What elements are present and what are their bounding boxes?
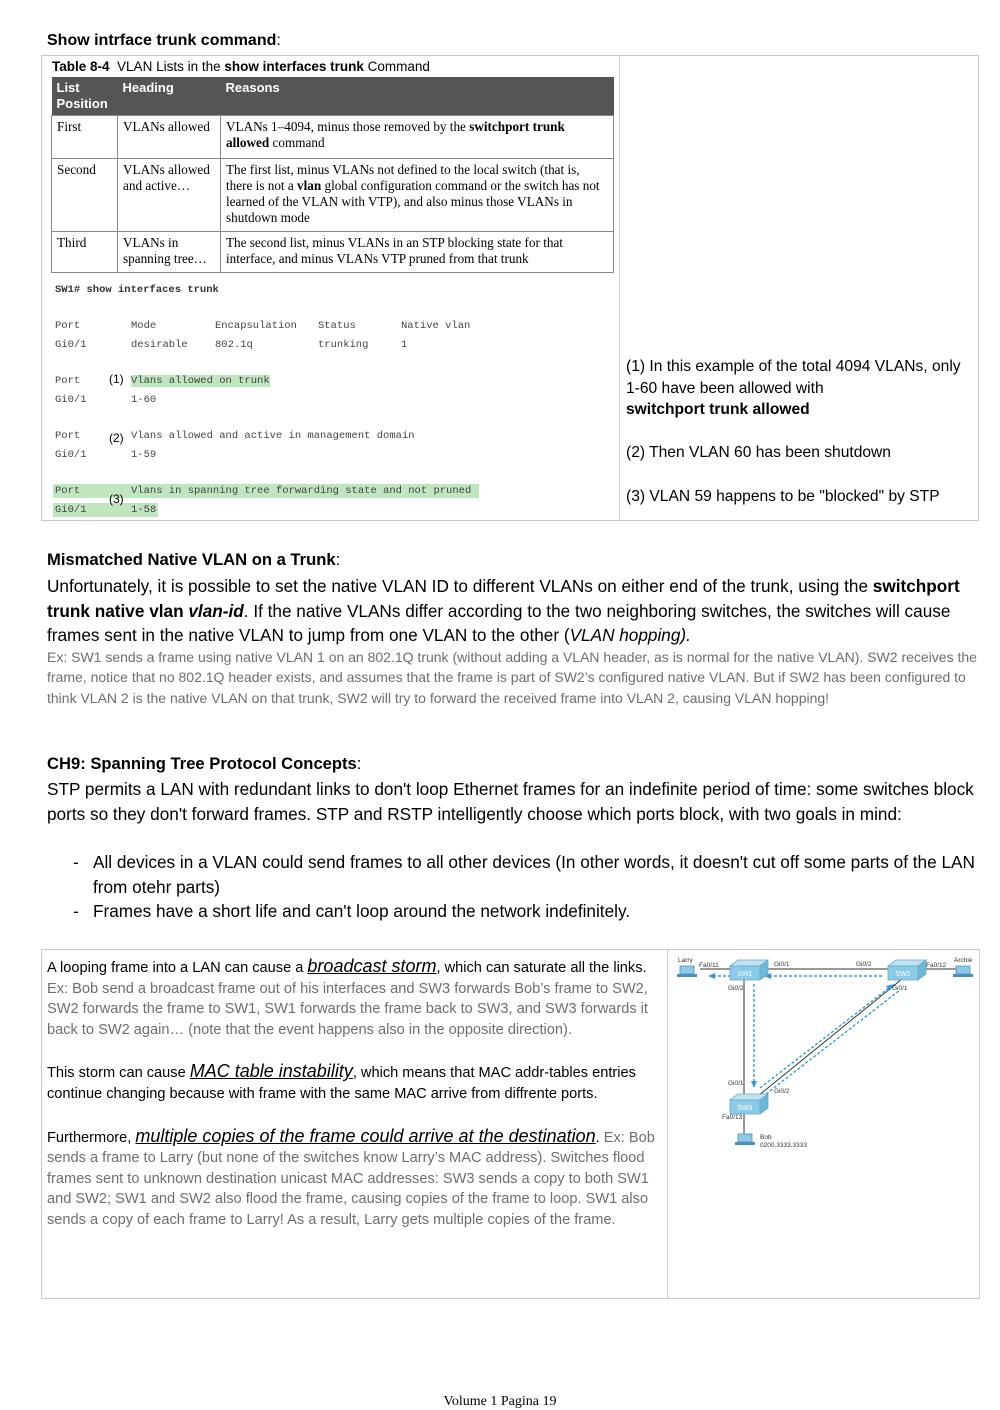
cell-heading: VLANs allowed [118,116,221,159]
multiple-copies-paragraph: Furthermore, multiple copies of the frame could arrive at the destination. Ex: Bob sends a frame to Larry (but none of the switches know Larry’s MAC address). Switches flood frames sent to unknown destination unicast MAC addresses: SW3 sends a copy to both SW1 and SW2; SW1 and SW2 also flood the frame, causing copies of the frame to loop. SW1 also sends a copy of each frame to Larry! As a result, Larry gets multiple copies of the frame. [47,1125,655,1228]
table-header-row [52,77,614,116]
pc-bob-icon [735,1134,755,1145]
cell-heading: VLANs allowed and active… [118,159,221,232]
col-header: Reasons [221,77,614,116]
switch-sw3 [730,1094,768,1114]
loop-arrow [760,984,894,1088]
page-footer: Volume 1 Pagina 19 [443,1394,557,1409]
cli-row-encap: 802.1q [215,339,253,351]
cli-list2-title: Vlans allowed and active in management domain [131,430,415,442]
cli-port-value: Gi0/1 [55,394,87,406]
svg-text:SW3: SW3 [737,1105,753,1112]
cli-port-value: Gi0/1 [55,504,87,516]
link-sw2-sw3 [758,979,902,1096]
native-paragraph: Unfortunately, it is possible to set the native VLAN ID to different VLANs on either end of the trunk, using the switchport trunk native vlan vlan-id. If the native VLANs differ according to the two neighboring switches, the switches will cause frames sent in the native VLAN to jump from one VLAN to the other (VLAN hopping). [47,576,960,645]
arrow-head [751,1081,757,1088]
cli-list1-title: Vlans allowed on trunk [131,375,270,387]
cli-list1-value: 1-60 [131,394,157,406]
cli-hdr-port: Port [55,320,81,332]
label-sw1-gi02: Gi0/2 [728,985,744,992]
cli-row-native: 1 [401,339,408,351]
cli-list3-value: 1-58 [131,504,157,516]
cli-hdr-status: Status [318,320,356,332]
label-fa013: Fa0/13 [722,1114,743,1121]
label-larry: Larry [678,957,693,964]
cli-hdr-native: Native vlan [401,320,471,332]
storm-box-divider [667,949,668,1299]
label-bob-mac: 0200.3333.3333 [760,1142,807,1149]
col-header: List Position [52,77,118,116]
stp-goals-list [47,850,977,924]
cli-prompt: SW1# show interfaces trunk [55,284,219,296]
section-title-stp: CH9: Spanning Tree Protocol Concepts: [47,754,362,773]
cli-hdr-mode: Mode [131,320,157,332]
col-header: Heading [118,77,221,116]
trunk-frame-divider [619,55,620,521]
cli-port-label: Port [55,430,81,442]
cell-position: First [52,116,118,159]
table-row [52,116,614,159]
cli-port-value: Gi0/1 [55,449,87,461]
cell-reason: The first list, minus VLANs not defined to the local switch (that is, there is not a vlan global configuration command or the switch has not learned of the VLAN with VTP), and also minus those VLANs in shutdown mode [221,159,614,232]
cli-port-label: Port [55,485,81,497]
label-sw2-gi02: Gi0/2 [856,961,872,968]
pc-larry-icon [677,966,697,977]
label-sw2-gi01: Gi0/1 [892,985,908,992]
cell-heading: VLANs in spanning tree… [118,232,221,273]
cli-row-mode: desirable [131,339,188,351]
trunk-notes [626,356,971,508]
cli-row-status: trunking [318,339,369,351]
cli-row-port: Gi0/1 [55,339,87,351]
loop-arrow [766,990,900,1094]
label-sw3-gi01: Gi0/1 [728,1080,744,1087]
switch-sw2 [888,960,926,980]
section-title-native: Mismatched Native VLAN on a Trunk: [47,550,341,569]
table-row [52,159,614,232]
label-archie: Archie [954,957,973,964]
label-fa012: Fa0/12 [926,962,947,969]
list-item: - Frames have a short life and can't loop around the network indefinitely. [73,901,631,921]
note-3: (3) VLAN 59 happens to be "blocked" by STP [626,488,940,505]
label-bob: Bob [760,1134,772,1141]
callout-3: (3) [109,492,124,506]
callout-2: (2) [109,431,124,445]
callout-1: (1) [109,372,124,386]
storm-example: Ex: Bob send a broadcast frame out of his interfaces and SW3 forwards Bob’s frame to SW2, SW2 forwards the frame to SW1, SW1 forwards the frame back to SW3, and SW3 forwards it back to SW2 again… (note that the event happens also in the opposite direction). [47,980,648,1038]
pc-archie-icon [953,966,973,977]
note-1: (1) In this example of the total 4094 VLANs, only 1-60 have been allowed with switchport trunk allowed [626,358,961,418]
label-fa011: Fa0/11 [699,962,719,969]
cli-port-label: Port [55,375,81,387]
section-title-trunk: Show intrface trunk command: [47,32,281,49]
native-example: Ex: SW1 sends a frame using native VLAN 1 on an 802.1Q trunk (without adding a VLAN header, as is normal for the native VLAN). SW2 receives the frame, notice that no 802.1Q header exists, and assumes that the frame is part of SW2’s configured native VLAN. But if SW2 has been configured to think VLAN 2 is the native VLAN on that trunk, SW2 will try to forward the received frame into VLAN 2, causing VLAN hopping! [47,649,977,706]
cell-position: Second [52,159,118,232]
cli-list2-value: 1-59 [131,449,157,461]
table-row [52,232,614,273]
storm-text [47,956,664,1231]
arrow-head [708,973,715,979]
label-sw3-gi02: Gi0/2 [774,1088,790,1095]
svg-text:SW1: SW1 [737,971,753,978]
storm-paragraph: A looping frame into a LAN can cause a broadcast storm, which can saturate all the links. [47,956,647,976]
label-sw1-gi01: Gi0/1 [774,961,790,968]
stp-intro: STP permits a LAN with redundant links to don't loop Ethernet frames for an indefinite period of time: some switches block ports so they don't forward frames. STP and RSTP intelligently choose which ports block, with two goals in mind: [47,779,974,824]
table-caption: Table 8-4 VLAN Lists in the show interfaces trunk Command [52,59,430,74]
note-2: (2) Then VLAN 60 has been shutdown [626,443,891,461]
cli-list3-title: Vlans in spanning tree forwarding state and not pruned [131,485,472,497]
mac-instability-paragraph: This storm can cause MAC table instability, which means that MAC addr-tables entries continue changing because with frame with the same MAC arrive from diffrente ports. [47,1061,636,1102]
cell-reason: The second list, minus VLANs in an STP blocking state for that interface, and minus VLANs VTP pruned from that trunk [221,232,614,273]
list-item: - All devices in a VLAN could send frames to all other devices (In other words, it doesn't cut off some parts of the LAN from otehr parts) [73,852,975,897]
switch-sw1 [730,960,768,980]
cell-reason: VLANs 1–4094, minus those removed by the switchport trunk allowed command [221,116,614,159]
vlan-lists-table [51,77,614,273]
stp-loop-diagram [672,954,978,1154]
cell-position: Third [52,232,118,273]
svg-text:SW2: SW2 [895,971,911,978]
cli-hdr-encap: Encapsulation [215,320,297,332]
